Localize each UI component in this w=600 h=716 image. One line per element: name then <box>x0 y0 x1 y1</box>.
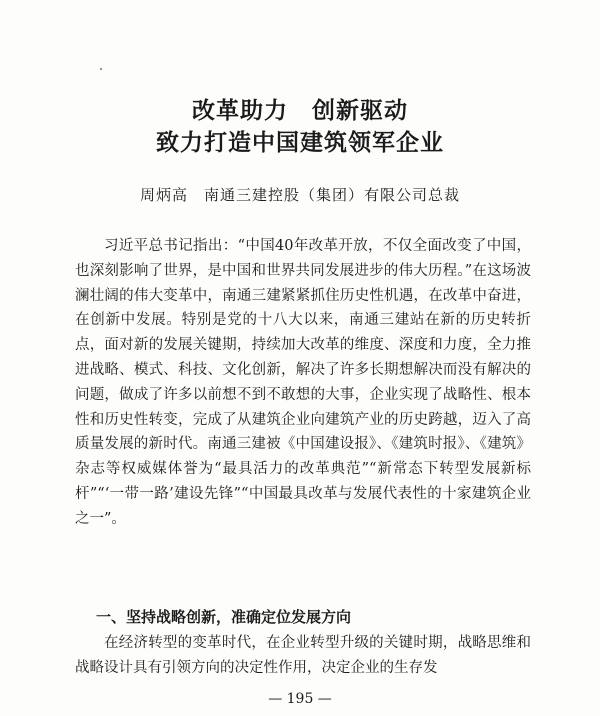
page-number: — 195 — <box>268 691 332 707</box>
body-paragraph-2: 在经济转型的变革时代，在企业转型升级的关键时期，战略思维和战略设计具有引领方向的决定性作用，决定企业的生存发 <box>75 635 531 676</box>
article-title-line-2: 致力打造中国建筑领军企业 <box>156 129 444 156</box>
scan-speck <box>100 68 102 70</box>
section-heading-1: 一、坚持战略创新，准确定位发展方向 <box>96 608 352 626</box>
article-title-line-1: 改革助力 创新驱动 <box>192 97 408 124</box>
body-paragraph-1: 习近平总书记指出：“中国40年改革开放，不仅全面改变了中国，也深刻影响了世界，是中国和世界共同发展进步的伟大历程。”在这场波澜壮阔的伟大变革中，南通三建紧紧抓住历史性机遇，在改革中奋进，在创新中发展。特别是党的十八大以来，南通三建站在新的历史转折点，面对新的发展关键期，持续加大改革的维度、深度和力度，全力推进战略、模式、科技、文化创新，解决了许多长期想解决而没有解决的问题，做成了许多以前想不到不敢想的大事，企业实现了战略性、根本性和历史性转变，完成了从建筑企业向建筑产业的历史跨越，迈入了高质量发展的新时代。南通三建被《中国建设报》、《建筑时报》、《建筑》杂志等权威媒体誉为“最具活力的改革典范”“新常态下转型发展新标杆”“‘一带一路’建设先锋”“中国最具改革与发展代表性的十家建筑企业之一”。 <box>75 238 531 527</box>
author-byline: 周炳高 南通三建控股（集团）有限公司总裁 <box>139 186 460 204</box>
